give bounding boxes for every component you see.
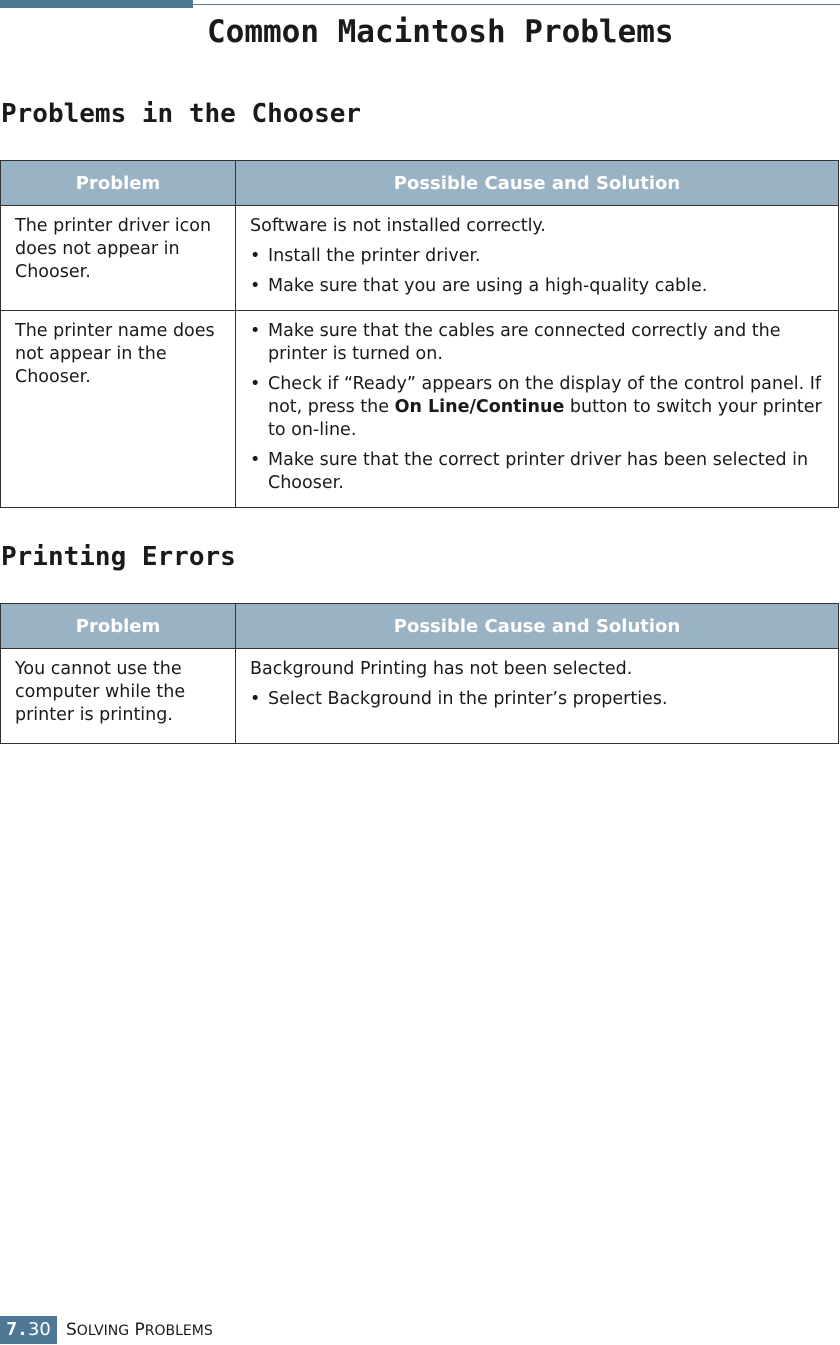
button-name-emphasis: On Line/Continue	[394, 397, 565, 417]
solution-cell	[236, 206, 839, 311]
table-header-row	[1, 604, 839, 649]
section-heading-printing-errors: Printing Errors	[1, 542, 236, 572]
page-number: 30	[27, 1319, 51, 1340]
chapter-number: 7.	[6, 1319, 28, 1340]
footer-label-rest: OLVING	[76, 1323, 130, 1339]
cause-text: Software is not installed correctly.	[250, 216, 546, 236]
cause-text: Background Printing has not been selected.	[250, 659, 633, 679]
footer-section-label	[66, 1320, 213, 1340]
column-header-problem: Problem	[1, 604, 236, 649]
solution-item: • Make sure that the cables are connected correctly and the printer is turned on.	[250, 320, 824, 366]
footer-label-rest: ROBLEMS	[144, 1323, 213, 1339]
column-header-solution: Possible Cause and Solution	[236, 604, 839, 649]
solution-list	[250, 688, 824, 711]
table-row	[1, 649, 839, 744]
page-title: Common Macintosh Problems	[207, 14, 674, 50]
solution-text: Check if “Ready” appears on the display of the control panel. If not, press the	[268, 374, 822, 417]
solution-item: • Select Background in the printer’s properties.	[250, 688, 824, 711]
solution-list	[250, 320, 824, 495]
table-header-row	[1, 161, 839, 206]
solution-item: • Make sure that you are using a high-quality cable.	[250, 275, 824, 298]
solution-item	[250, 373, 824, 442]
header-rule	[193, 4, 840, 5]
printing-errors-table	[0, 603, 839, 744]
footer-label-initial: P	[134, 1320, 145, 1340]
problem-cell: You cannot use the computer while the printer is printing.	[1, 649, 236, 744]
chooser-problems-table	[0, 160, 839, 508]
solution-cell	[236, 311, 839, 508]
table-row	[1, 311, 839, 508]
column-header-problem: Problem	[1, 161, 236, 206]
solution-cell	[236, 649, 839, 744]
problem-cell: The printer driver icon does not appear in Chooser.	[1, 206, 236, 311]
section-heading-chooser: Problems in the Chooser	[1, 99, 362, 129]
footer-label-initial: S	[66, 1320, 77, 1340]
table-row	[1, 206, 839, 311]
solution-text: button to switch your printer to on-line.	[268, 397, 822, 440]
page-number-badge	[0, 1316, 57, 1344]
problem-cell: The printer name does not appear in the Chooser.	[1, 311, 236, 508]
solution-item: • Install the printer driver.	[250, 245, 824, 268]
header-accent-bar	[0, 0, 193, 8]
solution-list	[250, 245, 824, 298]
solution-item: • Make sure that the correct printer driver has been selected in Chooser.	[250, 449, 824, 495]
column-header-solution: Possible Cause and Solution	[236, 161, 839, 206]
